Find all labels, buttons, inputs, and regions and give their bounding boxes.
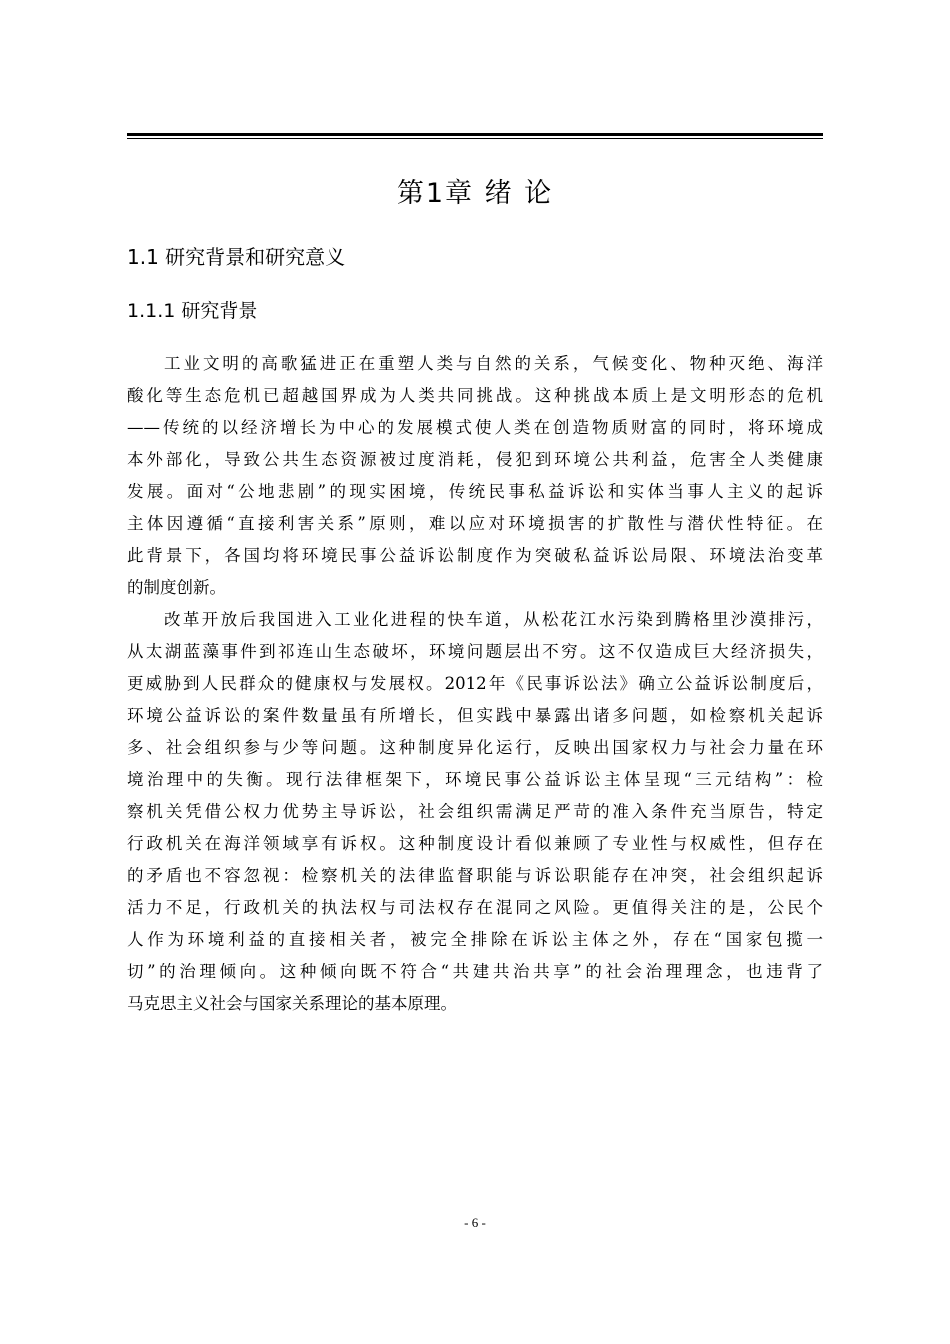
subsection-heading: 1.1.1 研究背景 [127,300,258,322]
paragraph-2 [127,604,823,1020]
paragraph-line: ——传统的以经济增长为中心的发展模式使人类在创造物质财富的同时，将环境成 [127,418,823,437]
paragraph-line: 切”的治理倾向。这种倾向既不符合“共建共治共享”的社会治理理念，也违背了 [127,962,823,981]
page-number: - 6 - [464,1215,486,1230]
paragraph-line: 本外部化，导致公共生态资源被过度消耗，侵犯到环境公共利益，危害全人类健康 [127,450,823,469]
paragraph-line: 从太湖蓝藻事件到祁连山生态破坏，环境问题层出不穷。这不仅造成巨大经济损失， [127,642,823,661]
paragraph-line: 察机关凭借公权力优势主导诉讼，社会组织需满足严苛的准入条件充当原告，特定 [127,802,823,821]
paragraph-line: 工业文明的高歌猛进正在重塑人类与自然的关系，气候变化、物种灭绝、海洋 [164,354,823,373]
paragraph-line: 人作为环境利益的直接相关者，被完全排除在诉讼主体之外，存在“国家包揽一 [127,930,823,949]
body-text [127,348,823,1020]
paragraph-line: 多、社会组织参与少等问题。这种制度异化运行，反映出国家权力与社会力量在环 [127,738,823,757]
paragraph-line: 发展。面对“公地悲剧”的现实困境，传统民事私益诉讼和实体当事人主义的起诉 [127,482,823,501]
paragraph-1 [127,348,823,604]
header-rule-thin [127,138,823,139]
paragraph-line: 的矛盾也不容忽视：检察机关的法律监督职能与诉讼职能存在冲突，社会组织起诉 [127,866,823,885]
header-rule-thick [127,133,823,136]
paragraph-line: 酸化等生态危机已超越国界成为人类共同挑战。这种挑战本质上是文明形态的危机 [127,386,823,405]
paragraph-line: 马克思主义社会与国家关系理论的基本原理。 [127,994,457,1013]
chapter-title: 第1章 绪 论 [396,178,554,209]
paragraph-line: 改革开放后我国进入工业化进程的快车道，从松花江水污染到腾格里沙漠排污， [164,610,823,629]
paragraph-line: 行政机关在海洋领域享有诉权。这种制度设计看似兼顾了专业性与权威性，但存在 [127,834,823,853]
paragraph-line: 活力不足，行政机关的执法权与司法权存在混同之风险。更值得关注的是，公民个 [127,898,823,917]
paragraph-line: 环境公益诉讼的案件数量虽有所增长，但实践中暴露出诸多问题，如检察机关起诉 [127,706,823,725]
paragraph-line: 的制度创新。 [127,578,226,597]
paragraph-line: 境治理中的失衡。现行法律框架下，环境民事公益诉讼主体呈现“三元结构”：检 [127,770,823,789]
section-heading: 1.1 研究背景和研究意义 [127,245,346,269]
paragraph-line: 此背景下，各国均将环境民事公益诉讼制度作为突破私益诉讼局限、环境法治变革 [127,546,823,565]
paragraph-line: 主体因遵循“直接利害关系”原则，难以应对环境损害的扩散性与潜伏性特征。在 [127,514,823,533]
paragraph-line: 更威胁到人民群众的健康权与发展权。2012年《民事诉讼法》确立公益诉讼制度后， [127,674,823,693]
